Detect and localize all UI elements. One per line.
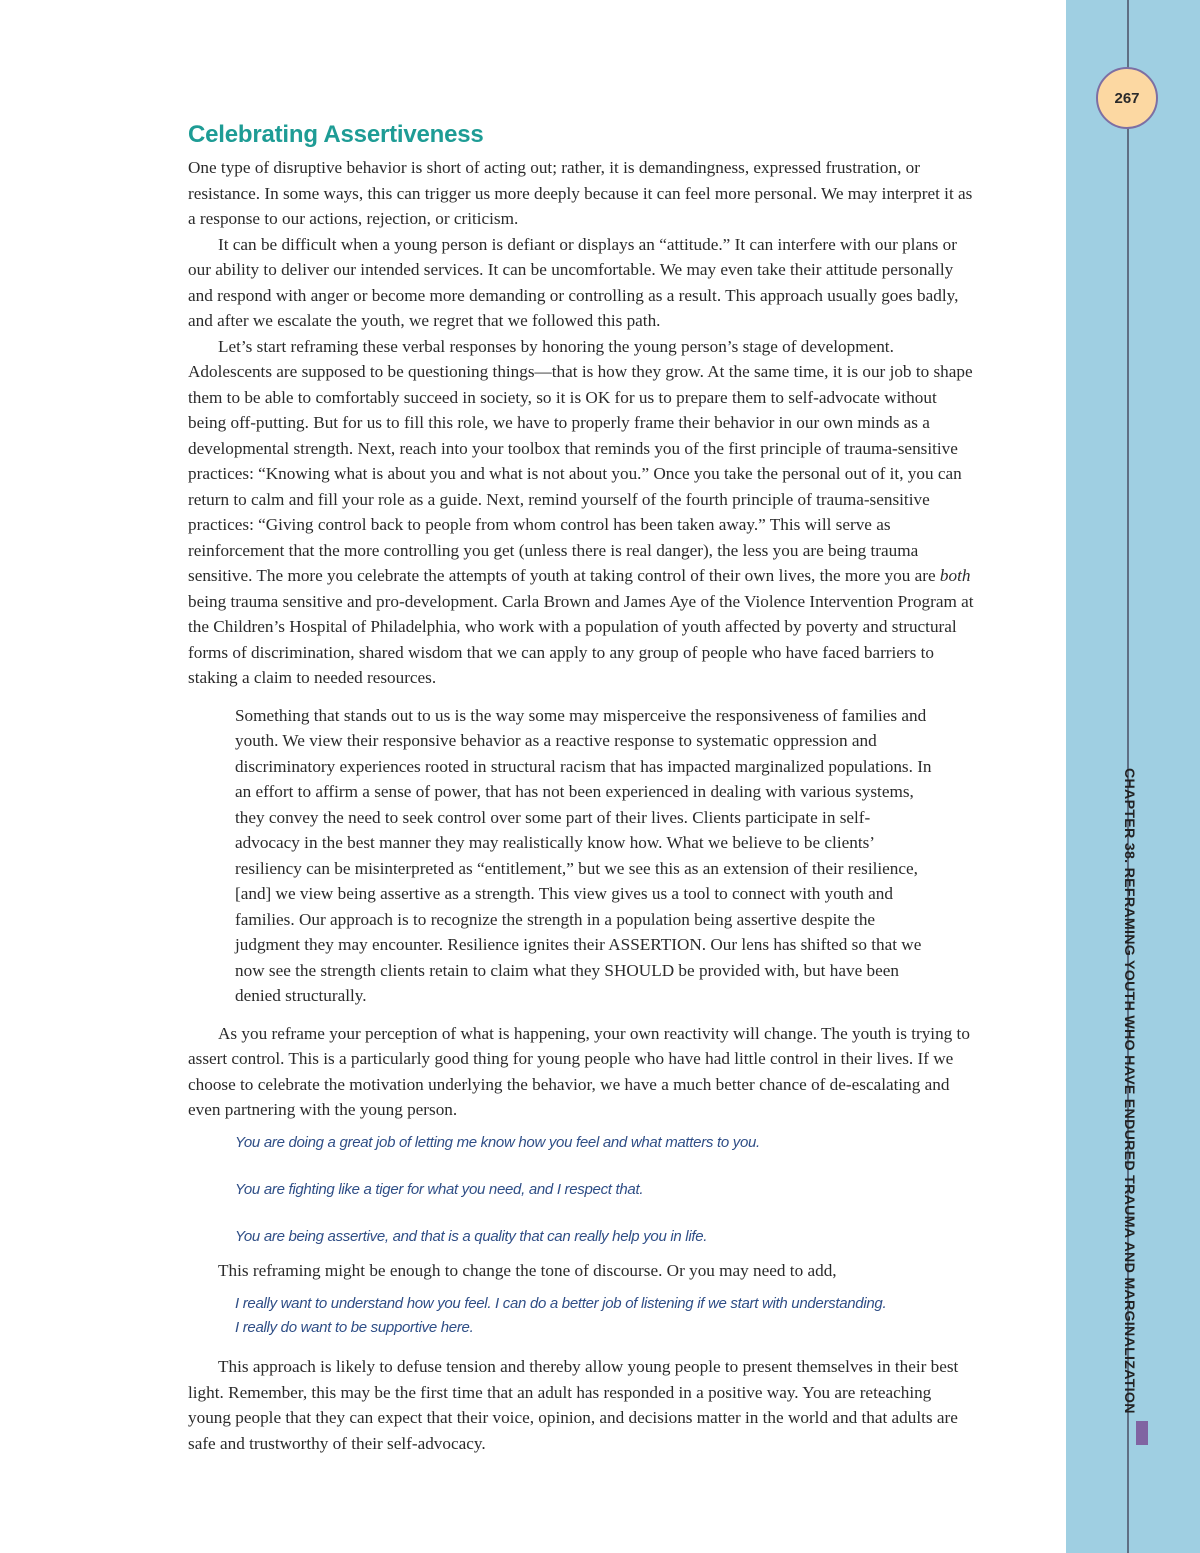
- paragraph-reframing-part1: Let’s start reframing these verbal responses by honoring the young person’s stage of development. Adolescents are supposed to be questioning things—that is how they grow. At the same time, it is our job to shape them to be able to comfortably succeed in society, so it is OK for us to prepare them to self-advocate without being off-putting. But for us to fill this role, we have to properly frame their behavior in our own minds as a developmental strength. Next, reach into your toolbox that reminds you of the first principle of trauma-sensitive practices: “Knowing what is about you and what is not about you.” Once you take the personal out of it, you can return to calm and fill your role as a guide. Next, remind yourself of the fourth principle of trauma-sensitive practices: “Giving control back to people from whom control has been taken away.” This will serve as reinforcement that the more controlling you get (unless there is real danger), the less you are being trauma sensitive. The more you celebrate the attempts of youth at taking control of their own lives, the more you are: [188, 336, 973, 585]
- block-quote: Something that stands out to us is the way some may misperceive the responsiveness of families and youth. We view their responsive behavior as a reactive response to systematic oppression and discriminatory experiences rooted in structural racism that has impacted marginalized populations. In an effort to affirm a sense of power, that has not been experienced in dealing with various systems, they convey the need to seek control over some part of their lives. Clients participate in self-advocacy in the best manner they may realistically know how. What we believe to be clients’ resiliency can be misinterpreted as “entitlement,” but we see this as an extension of their resilience, [and] we view being assertive as a strength. This view gives us a tool to connect with youth and families. Our approach is to recognize the strength in a population being assertive despite the judgment they may encounter. Resilience ignites their ASSERTION. Our lens has shifted so that we now see the strength clients retain to claim what they SHOULD be provided with, but have been denied structurally.: [235, 705, 932, 1005]
- emphasis-both: both: [939, 566, 971, 585]
- page-number-badge: 267: [1096, 67, 1158, 129]
- main-text-column: [188, 119, 978, 1456]
- example-block-line: I really want to understand how you feel. I can do a better job of listening if we start with understanding.: [235, 1295, 887, 1312]
- paragraph-attitude: It can be difficult when a young person is defiant or displays an “attitude.” It can interfere with our plans or our ability to deliver our intended services. It can be uncomfortable. We may even take their attitude personally and respond with anger or become more demanding or controlling as a result. This approach usually goes badly, and after we escalate the youth, we regret that we followed this path.: [188, 234, 959, 330]
- chapter-marker-bar: [1136, 1421, 1148, 1445]
- example-block-line: I really do want to be supportive here.: [235, 1319, 474, 1336]
- section-title: Celebrating Assertiveness: [188, 121, 484, 148]
- paragraph-tone: This reframing might be enough to change the tone of discourse. Or you may need to add,: [218, 1260, 837, 1280]
- paragraph-reframing: [188, 334, 978, 691]
- paragraph-reframe-perception: As you reframe your perception of what is happening, your own reactivity will change. The youth is trying to assert control. This is a particularly good thing for young people who have had little control in their lives. If we choose to celebrate the motivation underlying the behavior, we have a much better chance of de-escalating and even partnering with the young person.: [188, 1023, 970, 1119]
- paragraph-closing: This approach is likely to defuse tension and thereby allow young people to present themselves in their best light. Remember, this may be the first time that an adult has responded in a positive way. You are reteaching young people that they can expect that their voice, opinion, and decisions matter in the world and that adults are safe and trustworthy of their self-advocacy.: [188, 1357, 959, 1453]
- paragraph-intro: One type of disruptive behavior is short of acting out; rather, it is demandingness, expressed frustration, or resistance. In some ways, this can trigger us more deeply because it can feel more personal. We may interpret it as a response to our actions, rejection, or criticism.: [188, 158, 973, 228]
- paragraph-reframing-part2: being trauma sensitive and pro-development. Carla Brown and James Aye of the Violence Intervention Program at the Children’s Hospital of Philadelphia, who work with a population of youth affected by poverty and structural forms of discrimination, shared wisdom that we can apply to any group of people who have faced barriers to staking a claim to needed resources.: [188, 591, 974, 687]
- chapter-sidebar: [1066, 0, 1200, 1553]
- example-statement: You are being assertive, and that is a quality that can really help you in life.: [235, 1227, 708, 1245]
- example-statement-block: [235, 1292, 978, 1340]
- chapter-title-vertical: CHAPTER 38. REFRAMING YOUTH WHO HAVE ENDURED TRAUMA AND MARGINALIZATION: [1121, 768, 1137, 1414]
- example-statement: You are doing a great job of letting me know how you feel and what matters to you.: [235, 1133, 760, 1151]
- example-statement: You are fighting like a tiger for what you need, and I respect that.: [235, 1180, 644, 1198]
- example-statements: [235, 1131, 978, 1249]
